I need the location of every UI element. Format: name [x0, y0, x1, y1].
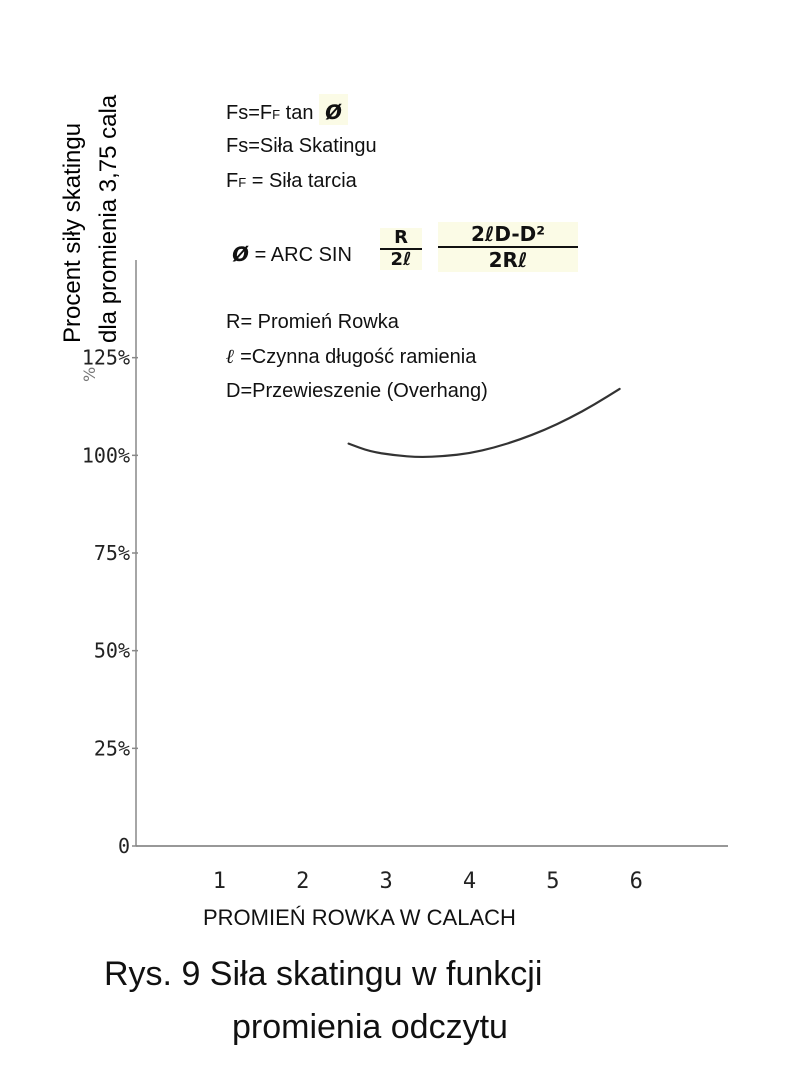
- x-tick-label: 3: [379, 869, 393, 894]
- fraction-2-denominator: 2Rℓ: [488, 248, 528, 272]
- legend-ff-def: [226, 169, 357, 195]
- fraction-1-numerator: R: [380, 228, 422, 250]
- fs-formula-sub: F: [272, 107, 281, 122]
- ff-def-sub: F: [238, 175, 247, 190]
- fraction-2-numerator: 2ℓD-D²: [438, 222, 578, 248]
- y-tick-label: 125%: [81, 345, 130, 370]
- x-axis-label: PROMIEŃ ROWKA W CALACH: [203, 905, 516, 930]
- phi-symbol-2: ø: [232, 236, 250, 267]
- arcsin-label: = ARC SIN: [249, 244, 352, 266]
- figure-caption-line1: Rys. 9 Siła skatingu w funkcji: [104, 955, 543, 993]
- x-tick-label: 4: [462, 869, 477, 894]
- fs-formula-prefix: Fs=F: [226, 102, 273, 124]
- fs-formula-suffix: tan: [280, 102, 319, 124]
- l-def-text: =Czynna długość ramienia: [234, 346, 477, 368]
- y-axis-label-line2: dla promienia 3,75 cala: [95, 94, 122, 343]
- phi-symbol: ø: [319, 94, 348, 125]
- x-tick-label: 5: [546, 869, 560, 894]
- x-tick-label: 1: [212, 869, 227, 894]
- legend-fs-formula: [226, 94, 348, 127]
- y-tick-label: 100%: [81, 443, 130, 468]
- legend-r-def: R= Promień Rowka: [226, 311, 399, 333]
- ff-def-suffix: = Siła tarcia: [246, 170, 357, 192]
- y-tick-label: 25%: [93, 736, 130, 761]
- legend-l-def: [226, 344, 476, 369]
- x-tick-label: 6: [629, 869, 643, 894]
- ticks: [82, 346, 643, 894]
- y-tick-label: 75%: [93, 541, 130, 565]
- legend-arcsin: [232, 236, 352, 267]
- legend-fs-def: Fs=Siła Skatingu: [226, 135, 377, 157]
- x-tick-label: 2: [296, 869, 310, 894]
- figure-caption-line2: promienia odczytu: [232, 1008, 508, 1046]
- y-axis-label-line1: Procent siły skatingu: [59, 122, 86, 343]
- fraction-1-denominator: 2ℓ: [390, 249, 412, 270]
- y-tick-label: 50%: [93, 638, 130, 663]
- y-unit-mark: %: [80, 366, 99, 382]
- ff-def-prefix: F: [226, 170, 239, 192]
- fraction-1: [380, 228, 422, 270]
- l-symbol: ℓ: [226, 344, 235, 368]
- fraction-2: [438, 222, 578, 272]
- y-tick-label: 0: [117, 834, 130, 858]
- legend-d-def: D=Przewieszenie (Overhang): [226, 380, 488, 402]
